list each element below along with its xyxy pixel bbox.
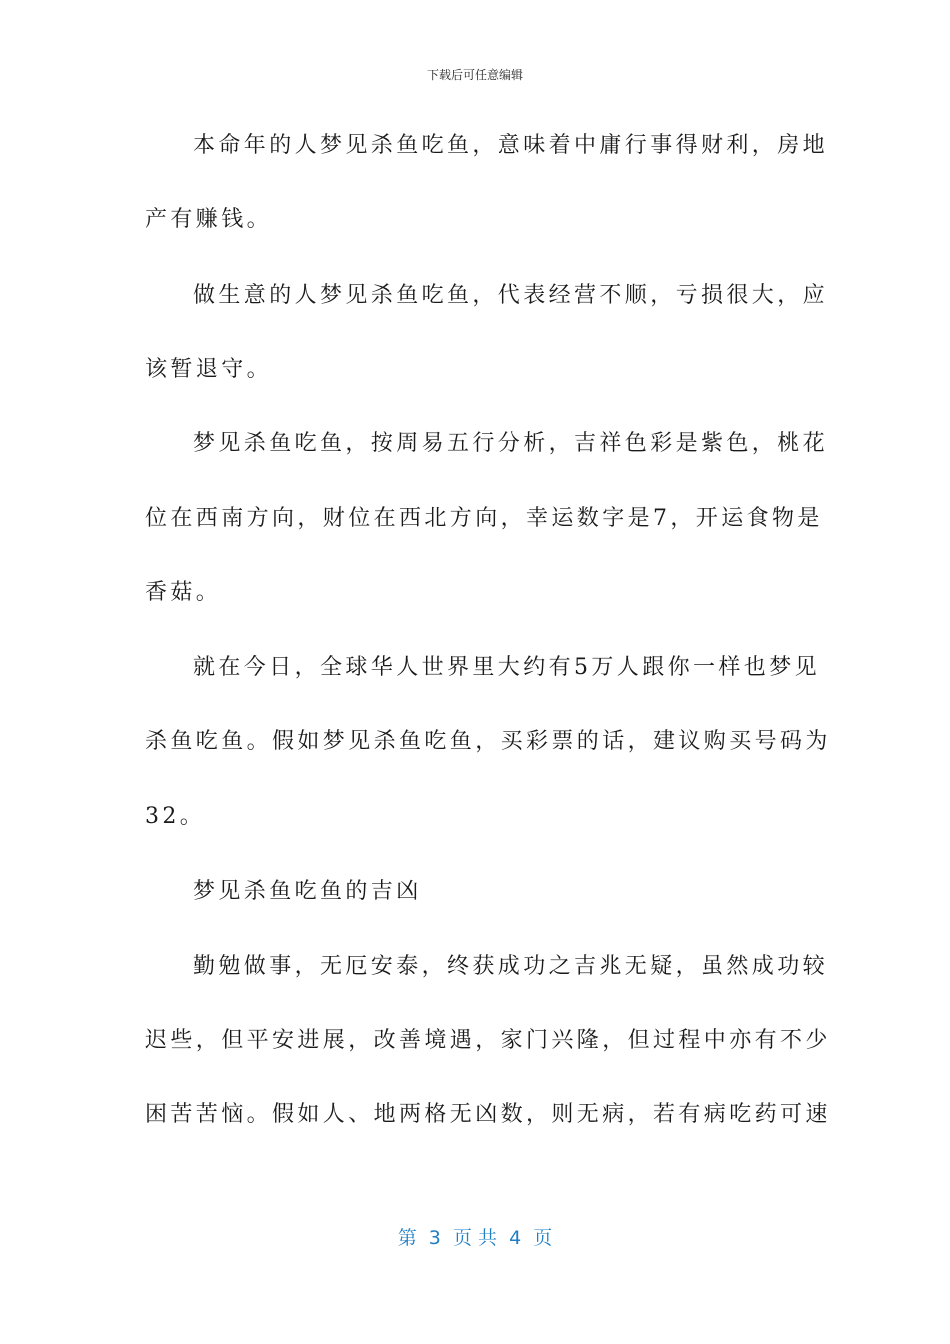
paragraph-line: 位在西南方向，财位在西北方向，幸运数字是7，开运食物是	[145, 506, 823, 531]
paragraph-line: 困苦苦恼。假如人、地两格无凶数，则无病，若有病吃药可速	[145, 1102, 831, 1127]
paragraph-line: 勤勉做事，无厄安泰，终获成功之吉兆无疑，虽然成功较	[193, 954, 829, 979]
paragraph-line: 32。	[145, 804, 206, 829]
paragraph-line: 做生意的人梦见杀鱼吃鱼，代表经营不顺，亏损很大，应	[193, 283, 829, 308]
section-heading: 梦见杀鱼吃鱼的吉凶	[193, 879, 422, 904]
paragraph-line: 香菇。	[145, 580, 222, 605]
paragraph-line: 就在今日，全球华人世界里大约有5万人跟你一样也梦见	[193, 655, 820, 680]
paragraph-line: 梦见杀鱼吃鱼，按周易五行分析，吉祥色彩是紫色，桃花	[193, 431, 829, 456]
paragraph-line: 迟些，但平安进展，改善境遇，家门兴隆，但过程中亦有不少	[145, 1028, 831, 1053]
paragraph-line: 本命年的人梦见杀鱼吃鱼，意味着中庸行事得财利，房地	[193, 133, 829, 158]
paragraph-line: 该暂退守。	[145, 357, 273, 382]
paragraph-line: 杀鱼吃鱼。假如梦见杀鱼吃鱼，买彩票的话，建议购买号码为	[145, 729, 831, 754]
paragraph-line: 产有赚钱。	[145, 207, 273, 232]
page-header-note: 下载后可任意编辑	[426, 68, 523, 82]
page-number-footer: 第 3 页 共 4 页	[397, 1227, 553, 1249]
